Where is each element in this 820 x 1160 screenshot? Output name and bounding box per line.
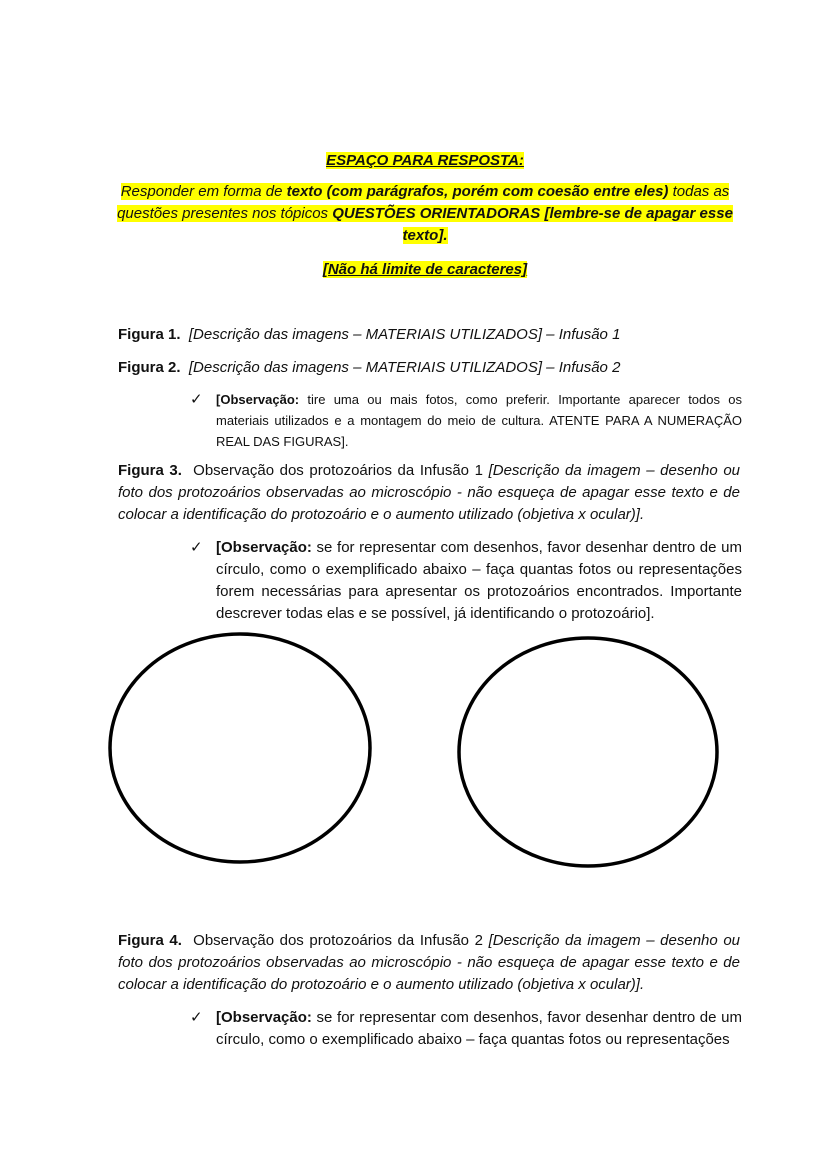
figure-2-label: Figura 2. (118, 359, 181, 376)
answer-space-heading: ESPAÇO PARA RESPOSTA: (326, 152, 524, 169)
drawing-circle-right (459, 638, 717, 866)
figure-1-text: [Descrição das imagens – MATERIAIS UTILIZADOS] – Infusão 1 (188, 326, 621, 343)
checkmark-icon: ✓ (190, 391, 203, 408)
figure-3-caption: Figura 3. Observação dos protozoários da Infusão 1 [Descrição da imagem – desenho ou foto dos protozoários observadas ao microscópio - não esqueça de apagar esse texto e de colocar a identificação do protozoário e o aumento utilizado (objetiva x ocular)]. (118, 462, 741, 523)
answer-instructions: Responder em forma de texto (com parágrafos, porém com coesão entre eles) todas as questões presentes nos tópicos QUESTÕES ORIENTADORAS [lembre-se de apagar esse texto]. (117, 183, 733, 244)
figure-2-caption (118, 357, 740, 379)
drawing-circle-left (110, 634, 370, 862)
observation-note-1: ✓ [Observação: tire uma ou mais fotos, como preferir. Importante aparecer todos os materiais utilizados e a montagem do meio de cultura. ATENTE PARA A NUMERAÇÃO REAL DAS FIGURAS]. (190, 389, 742, 452)
drawing-circles (0, 630, 820, 890)
character-limit-note: [Não há limite de caracteres] (322, 261, 528, 278)
figure-4-label: Figura 4. (118, 932, 182, 949)
checkmark-icon: ✓ (190, 1009, 203, 1026)
observation-note-2: ✓ [Observação: se for representar com desenhos, favor desenhar dentro de um círculo, como o exemplificado abaixo – faça quantas fotos ou representações forem necessárias para apresentar os protozoários encontrados. Importante descrever todas elas e se possível, já identificando o protozoário]. (190, 537, 742, 625)
figure-1-label: Figura 1. (118, 326, 181, 343)
observation-note-3: ✓ [Observação: se for representar com desenhos, favor desenhar dentro de um círculo, como o exemplificado abaixo – faça quantas fotos ou representações (190, 1007, 742, 1051)
checkmark-icon: ✓ (190, 539, 203, 556)
figure-2-text: [Descrição das imagens – MATERIAIS UTILIZADOS] – Infusão 2 (188, 359, 621, 376)
figure-4-caption: Figura 4. Observação dos protozoários da Infusão 2 [Descrição da imagem – desenho ou foto dos protozoários observadas ao microscópio - não esqueça de apagar esse texto e de colocar a identificação do protozoário e o aumento utilizado (objetiva x ocular)]. (118, 932, 741, 993)
figure-1-caption (118, 324, 740, 346)
figure-3-label: Figura 3. (118, 462, 182, 479)
